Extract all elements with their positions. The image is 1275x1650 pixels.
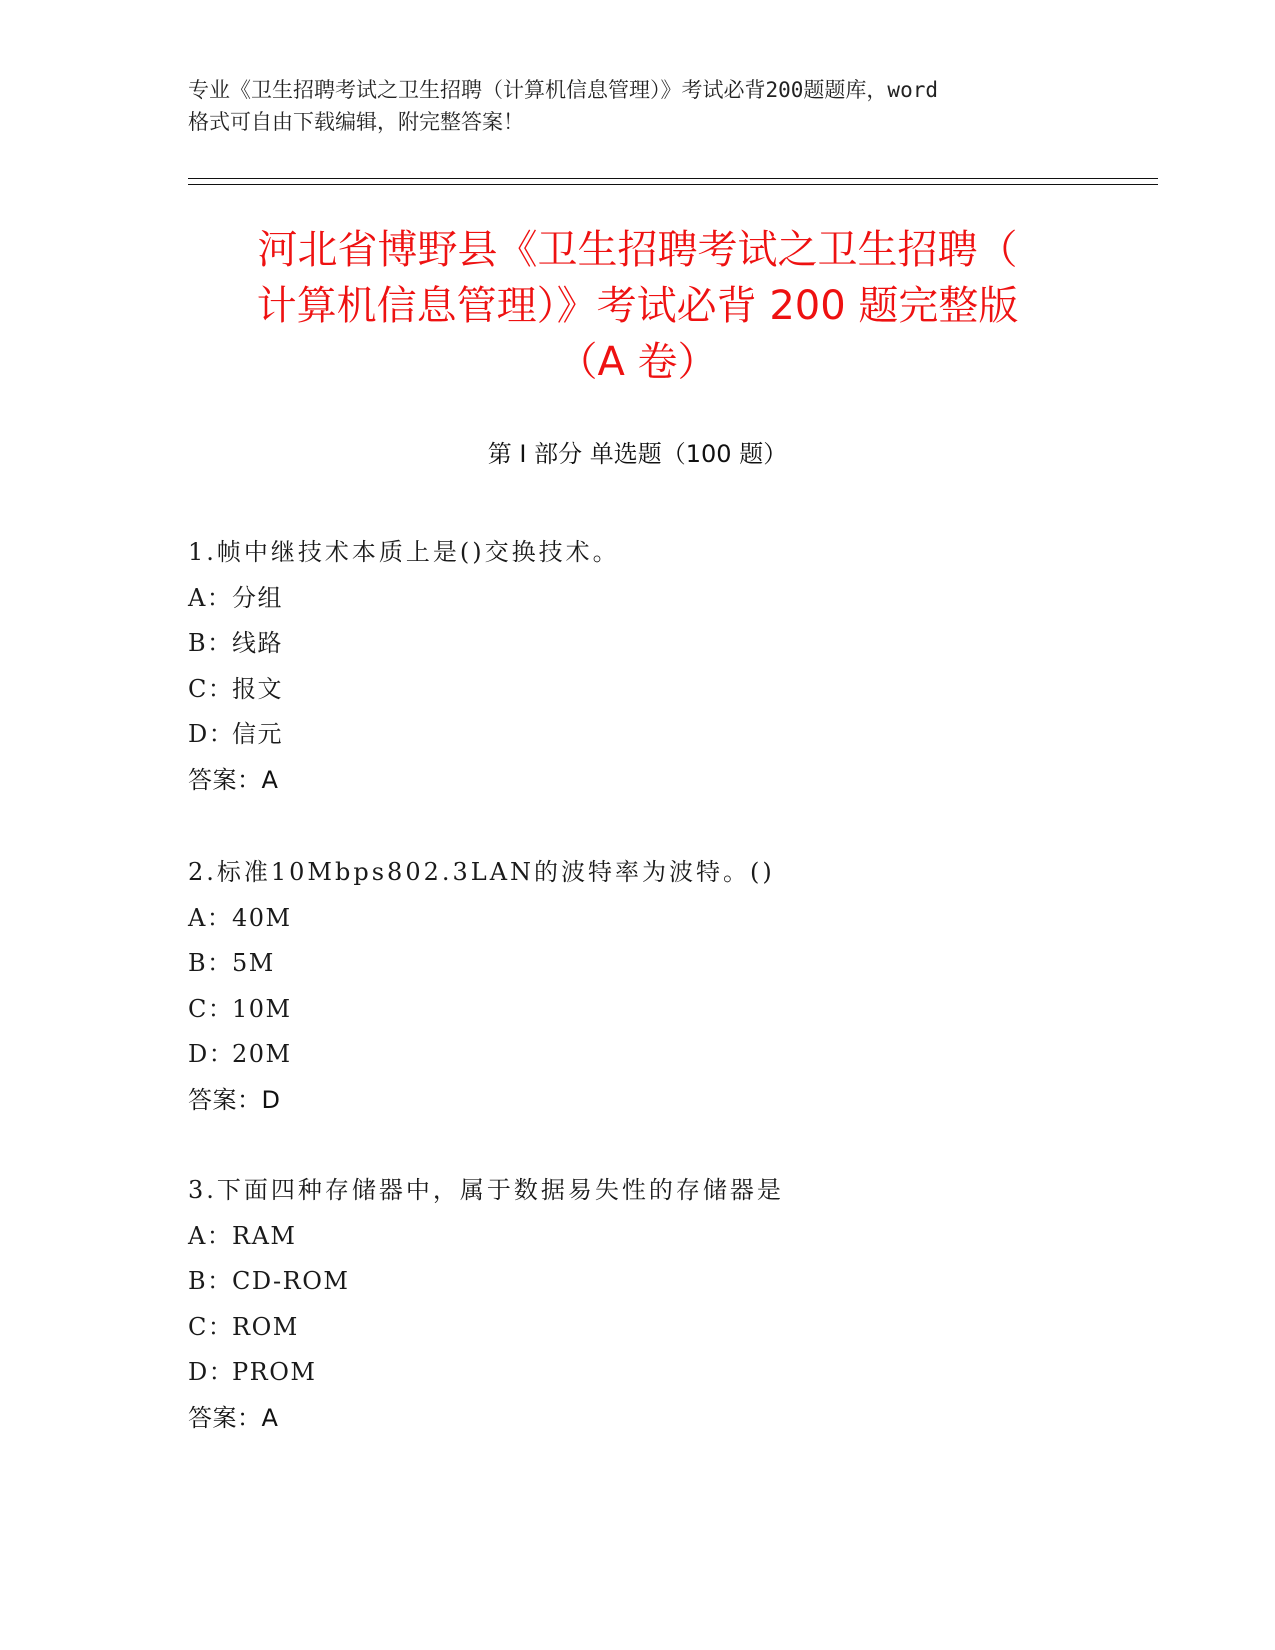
header-divider-bottom	[188, 184, 1158, 185]
option-d	[188, 1032, 1168, 1078]
answer-line: 答案：A	[188, 765, 279, 794]
option-c	[188, 1305, 1168, 1351]
option-key: B：	[188, 1267, 233, 1295]
option-key: D：	[188, 720, 235, 748]
option-text: 20M	[232, 1040, 292, 1068]
question-block	[188, 1168, 1168, 1441]
option-d	[188, 712, 1168, 758]
option-key: C：	[188, 994, 234, 1023]
section-heading: 第 I 部分 单选题（100 题）	[487, 440, 788, 468]
option-text: 线路	[232, 629, 283, 657]
header-divider-top	[188, 178, 1158, 179]
answer-line: 答案：A	[188, 1403, 279, 1432]
option-text: CD-ROM	[232, 1267, 350, 1295]
option-a	[188, 896, 1168, 942]
document-title-line-1: 河北省博野县《卫生招聘考试之卫生招聘（	[257, 227, 1018, 273]
option-a	[188, 1214, 1168, 1260]
answer-line: 答案：D	[188, 1085, 281, 1114]
option-a	[188, 576, 1168, 622]
header-note-line-2: 格式可自由下载编辑，附完整答案！	[188, 110, 524, 134]
option-text: RAM	[232, 1221, 297, 1250]
option-text: ROM	[232, 1312, 299, 1341]
option-key: C：	[188, 1312, 234, 1341]
option-b	[188, 621, 1168, 667]
option-b	[188, 941, 1168, 987]
option-b	[188, 1259, 1168, 1305]
option-key: B：	[188, 629, 233, 657]
option-text: 10M	[232, 994, 292, 1023]
option-c	[188, 667, 1168, 713]
option-text: 40M	[232, 903, 292, 932]
question-block	[188, 850, 1168, 1123]
header-note	[188, 74, 1088, 138]
option-key: A：	[188, 1221, 233, 1250]
option-key: A：	[188, 903, 233, 932]
option-key: B：	[188, 949, 233, 977]
question-stem: 2.标准10Mbps802.3LAN的波特率为波特。()	[188, 858, 775, 886]
document-title-line-3: （A 卷）	[557, 339, 718, 385]
document-title-line-2: 计算机信息管理）》考试必背 200 题完整版	[256, 283, 1019, 329]
option-text: 信元	[232, 720, 283, 748]
option-text: PROM	[232, 1358, 317, 1386]
option-text: 5M	[232, 949, 275, 977]
option-key: A：	[188, 583, 233, 612]
header-note-line-1: 专业《卫生招聘考试之卫生招聘（计算机信息管理）》考试必背200题题库，word	[188, 78, 938, 102]
option-text: 报文	[232, 674, 283, 703]
option-c	[188, 987, 1168, 1033]
option-key: C：	[188, 674, 234, 703]
option-d	[188, 1350, 1168, 1396]
question-block	[188, 530, 1168, 803]
option-text: 分组	[232, 583, 283, 612]
question-stem: 1.帧中继技术本质上是()交换技术。	[188, 538, 620, 566]
option-key: D：	[188, 1358, 235, 1386]
question-stem: 3.下面四种存储器中，属于数据易失性的存储器是	[188, 1176, 784, 1204]
option-key: D：	[188, 1040, 235, 1068]
document-title	[150, 222, 1125, 390]
